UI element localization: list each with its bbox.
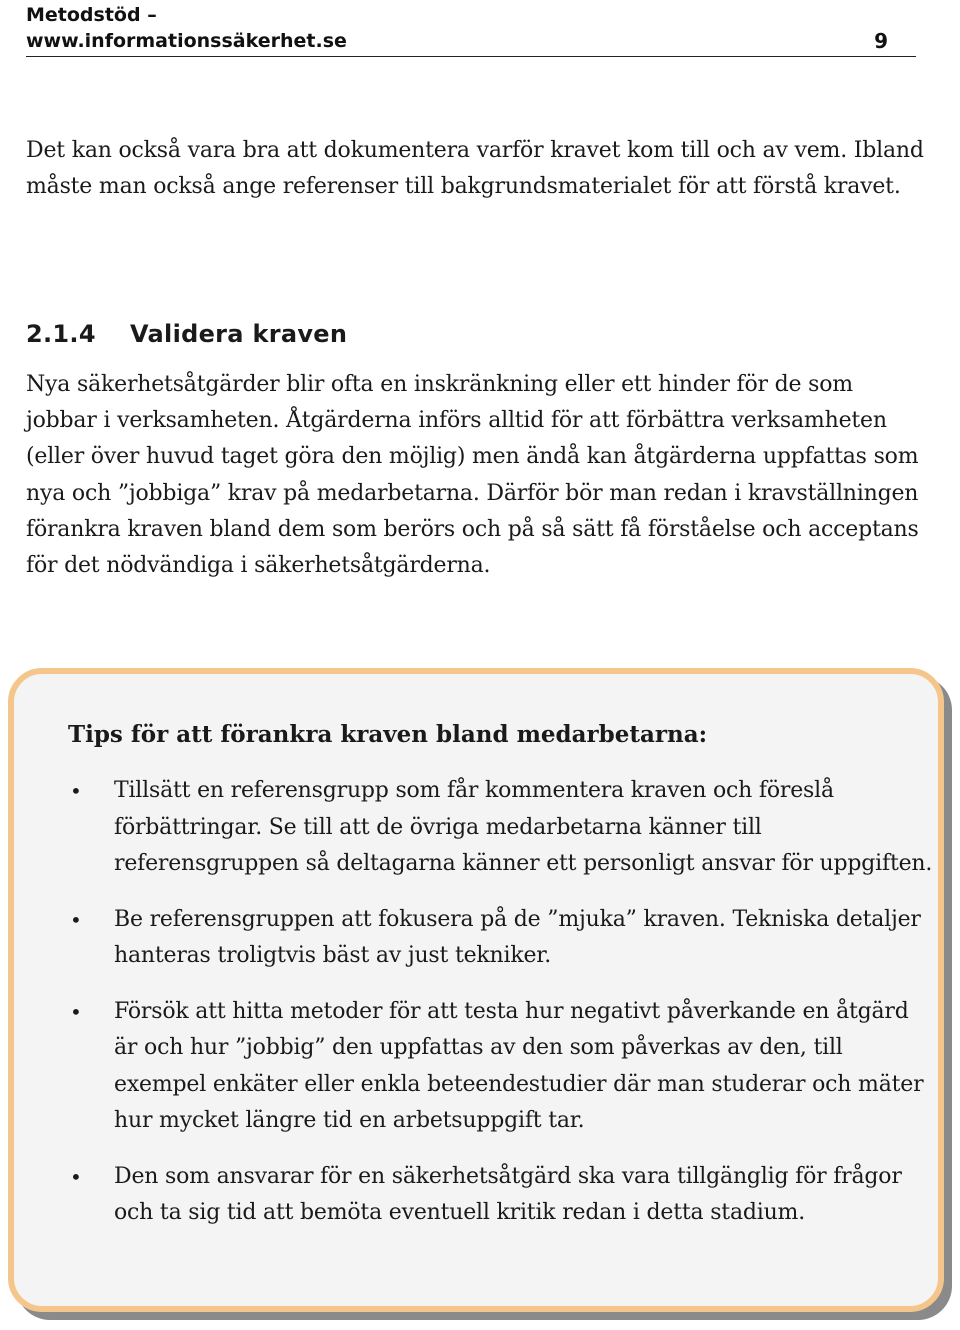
- section-number: 2.1.4: [26, 320, 96, 348]
- bullet-icon: •: [70, 907, 82, 932]
- list-item-text: Den som ansvarar för en säkerhetsåtgärd ska vara tillgänglig för frågor och ta sig tid att bemöta eventuell kritik redan i detta stadium.: [114, 1163, 902, 1225]
- header-website: www.informationssäkerhet.se: [26, 30, 347, 52]
- page-header: [26, 2, 916, 57]
- tips-list: [68, 773, 934, 1251]
- tips-title: Tips för att förankra kraven bland medarbetarna:: [68, 721, 708, 748]
- bullet-icon: •: [70, 779, 82, 803]
- section-title: Validera kraven: [130, 320, 348, 348]
- list-item: [68, 1159, 934, 1232]
- list-item: [68, 773, 934, 883]
- list-item-text: Försök att hitta metoder för att testa hur negativt påverkande en åtgärd är och hur ”jobbig” den uppfattas av den som påverkas av den, till exempel enkäter eller enkla beteendestudier där man studerar och mäter hur mycket längre tid en arbetsuppgift tar.: [114, 998, 924, 1133]
- section-body-paragraph: Nya säkerhetsåtgärder blir ofta en inskränkning eller ett hinder för de som jobbar i verksamheten. Åtgärderna införs alltid för att förbättra verksamheten (eller över huvud taget göra den möjlig) men ändå kan åtgärderna uppfattas som nya och ”jobbiga” krav på medarbetarna. Därför bör man redan i kravställningen förankra kraven bland dem som berörs och på så sätt få förståelse och acceptans för det nödvändiga i säkerhetsåtgärderna.: [26, 372, 919, 579]
- list-item: [68, 994, 934, 1140]
- intro-paragraph: Det kan också vara bra att dokumentera varför kravet kom till och av vem. Ibland måste man också ange referenser till bakgrundsmaterialet för att förstå kravet.: [26, 138, 924, 199]
- list-item-text: Tillsätt en referensgrupp som får kommentera kraven och föreslå förbättringar. Se till att de övriga medarbetarna känner till referensgruppen så deltagarna känner ett personligt ansvar för uppgiften.: [114, 778, 933, 876]
- bullet-icon: •: [70, 1164, 82, 1189]
- page-number: 9: [874, 29, 888, 53]
- section-heading: [26, 316, 347, 352]
- list-item: [68, 902, 934, 975]
- bullet-icon: •: [70, 999, 82, 1024]
- list-item-text: Be referensgruppen att fokusera på de ”mjuka” kraven. Tekniska detaljer hanteras troligtvis bäst av just tekniker.: [114, 906, 921, 968]
- header-title: Metodstöd –: [26, 4, 157, 26]
